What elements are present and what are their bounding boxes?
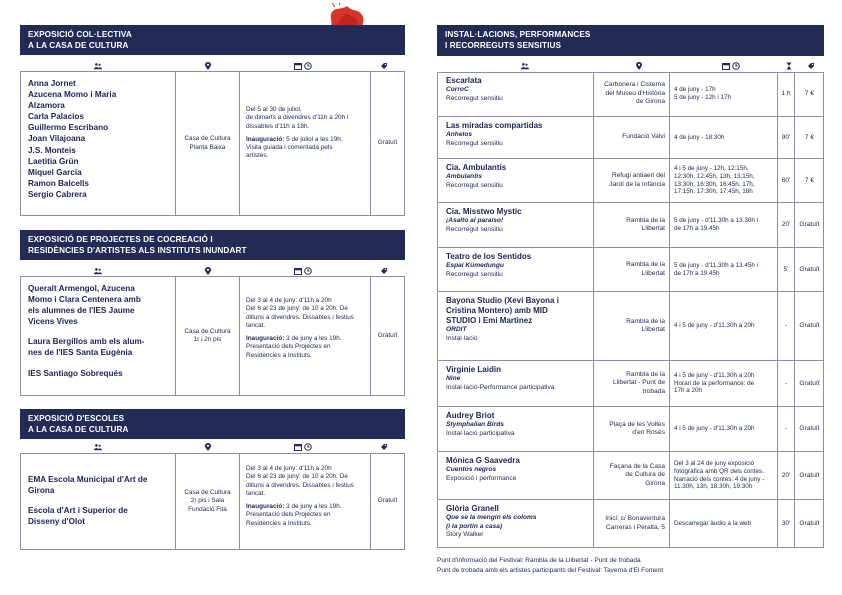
duration-cell [778,452,795,499]
artist-name: Glòria Granell [446,504,499,513]
people-icon [94,62,102,70]
inauguration-line: artistes. [246,152,269,160]
inauguration-line: Presentació dels Projectes en [246,343,331,351]
duration-text: - [784,425,788,433]
duration-text: 60' [781,176,791,184]
school-name: Escola d'Art i Superior de [28,506,128,516]
inauguration-line [246,136,370,144]
venue-line: Rambla de la [626,370,665,378]
price-text: Gratuït [377,497,398,505]
price-text: Gratuït [799,379,820,387]
people-icon [94,267,102,275]
duration-cell [778,72,795,116]
date-line: dilluns a divendres. Dissabtes i festius [246,481,354,489]
time-line: fotogràfica amb QR dels contes. [674,467,764,475]
artist-cell [437,117,594,158]
time-cell [670,500,778,547]
time-line: Del 3 al 24 de juny exposició [674,460,755,468]
work-type: Instal·lació [446,334,478,342]
duration-text: 90' [781,133,791,141]
section-subtitle: A LA CASA DE CULTURA [28,424,129,434]
table-row [437,361,824,407]
work-type: Recorregut sensitiu [446,139,503,147]
school-name: EMA Escola Municipal d'Art de [28,475,148,484]
artist-name: Momo i Clara Centenera amb [28,295,141,305]
duration-cell [778,248,795,291]
venue-cell [594,117,670,158]
time-line: Horari de la performance: de [674,379,755,387]
venue-line: Llibertat [641,326,665,333]
work-type: Exposició i performance [446,474,517,482]
artist-name: Vicens Vives [28,317,78,327]
venue-cell [594,361,670,406]
venue-cell [594,292,670,360]
venue-line: del Museu d'Història [605,89,665,97]
ticket-icon [380,267,388,275]
time-cell [670,203,778,247]
artist-name: Alzamora [28,101,65,111]
venue-cell [594,159,670,202]
artist-name: els alumnes de l'IES Jaume [28,306,135,316]
inauguration-line: Residències a Instituts. [246,519,312,527]
artist-name: Queralt Armengol, Azucena [28,284,135,293]
time-line: Narració dels contes: 4 de juny - [674,475,765,483]
duration-cell [778,500,795,547]
location-pin-icon [204,267,212,275]
artist-name: Escarlata [446,76,482,85]
duration-cell [778,203,795,247]
artist-name: Cia. Misstwo Mystic [446,207,522,216]
table-row [437,452,824,500]
time-line: 12:30h, 12:45h, 13h, 13:15h, [674,172,755,180]
time-line: 17:15h, 17:30h, 17:45h, 18h [674,188,753,196]
school-name: Girona [28,486,55,496]
price-text: 7 € [804,133,815,141]
work-title: (i la portin a casa) [446,522,503,530]
table-row [437,72,824,117]
venue-cell [594,500,670,547]
inauguration-text: 5 de juliol a les 19h. [284,135,343,143]
artist-name: Audrey Briot [446,411,495,420]
venue-line: Planta Baixa [189,143,226,151]
price-cell [795,248,824,291]
time-line: 4 de juny - 18:30h [674,133,725,141]
artist-name: J.S. Monteis [28,145,76,155]
duration-text: 30' [781,519,791,527]
artist-name: STUDIO i Emi Martinez [446,316,533,325]
location-pin-icon [204,443,212,451]
hourglass-icon [785,62,793,70]
price-text: Gratuït [377,331,398,339]
duration-cell [778,407,795,451]
inauguration-label: Inauguració: [246,503,285,511]
price-text: Gratuït [799,471,820,479]
venue-cell [176,454,240,549]
time-line: 4 i 5 de juny - 12h, 12:15h, [674,165,749,173]
date-line: tancat. [246,321,266,329]
artist-name: Joan Vilajoana [28,134,86,144]
dates-cell [240,454,371,549]
section-subtitle: A LA CASA DE CULTURA [28,40,129,50]
artist-name: Azucena Momo i Maria [28,90,117,100]
work-title: Cuentos negros [446,466,497,473]
artist-cell [437,500,594,547]
inauguration-line [246,335,370,343]
time-line: 5 de juny - d'11.30h a 13.45h i [674,261,759,269]
price-cell [371,454,404,549]
table-row [437,159,824,203]
venue-cell [594,203,670,247]
inauguration-line: Residències a Instituts. [246,351,312,359]
work-title: Anhelos [446,131,473,138]
location-pin-icon [204,62,212,70]
price-cell [795,292,824,360]
section-title: INSTAL·LACIONS, PERFORMANCES [445,30,591,39]
price-cell [371,277,404,395]
artist-cell [437,203,594,247]
artist-name: Miquel Garcia [28,167,82,177]
price-cell [795,361,824,406]
work-type: Recorregut sensitiu [446,181,503,189]
time-cell [670,452,778,499]
venue-line: Carbonera i Cisterna [604,81,665,89]
venue-line: Casa de Cultura [184,135,231,143]
table-row [437,407,824,452]
ticket-icon [807,62,815,70]
venue-line: Rambla de la [626,261,665,269]
dates-cell [240,277,371,395]
artist-list [21,277,176,395]
venue-cell [176,277,240,395]
price-cell [795,500,824,547]
section-title: EXPOSICIÓ DE PROJECTES DE COCREACIÓ I [28,235,213,244]
venue-cell [594,248,670,291]
footnote-info-point: Punt d'informació del Festival: Rambla de la Llibertat - Punt de trobada [437,557,641,564]
venue-line: trobada [642,387,665,395]
work-title: Nine [446,375,461,382]
inauguration-label: Inauguració: [246,335,285,343]
price-cell [795,72,824,116]
table-row [437,248,824,292]
time-line: 4 i 5 de juny - d'11.30h a 20h [674,322,755,330]
duration-cell [778,292,795,360]
work-title: Stymphalian Birds [446,421,504,428]
ticket-icon [380,443,388,451]
time-line: 17h a 20h [674,387,703,395]
venue-line: Plaça de les Voltes [609,420,665,428]
time-cell [670,72,778,116]
artist-cell [437,72,594,116]
inauguration-label: Inauguració: [246,135,285,143]
section-header-installations [437,25,824,56]
venue-line: Rambla de la [626,317,665,325]
venue-line: 1r i 2n pis [193,336,222,343]
time-cell [670,407,778,451]
date-line: Del 6 al 23 de juny: de 10 a 20h. De [246,305,348,313]
price-cell [371,72,404,215]
artist-cell [437,292,594,360]
section-header-schools [20,409,405,439]
table-cocreation [20,276,405,396]
section-header-collective [20,25,405,55]
duration-cell [778,361,795,406]
time-line: 4 i 5 de juny - d'11.30h a 20h [674,372,755,380]
date-line: Del 3 al 4 de juny: d'11h a 20h [246,297,332,304]
duration-text: 20' [781,221,791,229]
price-text: Gratuït [799,265,820,273]
artist-cell [437,452,594,499]
work-type: Story Walker [446,531,484,538]
artist-name: Teatro de los Sentidos [446,252,532,261]
venue-line: Façana de la Casa [609,462,665,470]
price-cell [795,117,824,158]
section-title: EXPOSICIÓ COL·LECTIVA [28,30,132,39]
work-title: ¡Asalto al paraíso! [446,217,504,224]
artist-name: Virginie Laidin [446,365,501,374]
date-line: Del 5 al 30 de juliol, [246,106,302,113]
time-cell [670,117,778,158]
work-type: Recorregut sensitiu [446,270,503,278]
time-line: 5 de juny - 12h i 17h [674,94,732,101]
venue-cell [594,72,670,116]
venue-line: Fundació Valvi [622,133,665,141]
duration-text: 5' [783,265,789,273]
artist-name: IES Santiago Sobrequés [28,368,123,378]
artist-cell [437,407,594,451]
time-cell [670,248,778,291]
price-text: 7 € [804,176,815,184]
table-collective [20,71,405,216]
work-title: Espai Kümedungu [446,262,504,269]
price-text: 7 € [804,90,815,98]
table-row [437,500,824,548]
artist-list [21,454,176,549]
calendar-icon [722,62,730,70]
artist-name: Anna Jornet [28,79,76,88]
people-icon [521,62,529,70]
price-text: Gratuït [799,221,820,229]
time-cell [670,159,778,202]
time-line: 5 de juny - d'11.30h a 13.30h i [674,217,759,225]
calendar-icon [294,62,302,70]
artist-name: Cia. Ambulantis [446,163,507,172]
venue-line: Casa de Cultura [184,327,231,335]
clock-icon [304,267,312,275]
section-subtitle: RESIDÈNCIES D'ARTISTES ALS INSTITUTS INUNDART [28,245,247,255]
venue-line: Llibertat - Punt de [612,379,665,387]
work-type: Recorregut sensitiu [446,225,503,233]
work-type: Recorregut sensitiu [446,94,503,102]
table-row [437,203,824,248]
artist-name: Carla Palacios [28,112,84,122]
price-text: Gratuït [799,519,820,527]
inauguration-line [246,503,370,511]
venue-line: Carreras i Peralta, 5 [606,523,665,531]
artist-name: Mónica G Saavedra [446,456,520,465]
artist-name: Bayona Studio (Xevi Bayona i [446,296,559,305]
venue-line: Rambla de la [626,216,665,224]
time-line: 4 i 5 de juny - d'11.30h a 20h [674,425,755,433]
section-header-cocreation [20,230,405,260]
artist-name: Las miradas compartidas [446,121,543,130]
venue-line: Inici: c/ Bonaventura [605,515,665,523]
venue-cell [594,407,670,451]
price-text: Gratuït [799,425,820,433]
artist-list [21,72,176,215]
footnote-meeting-point: Punt de trobada amb els artistes participants del Festival: Taverna d'El Foment [437,567,664,574]
date-line: de dimarts a divendres d'11h a 20h i [246,114,349,122]
venue-line: Girona [645,479,665,487]
inauguration-line: Presentació dels Projectes en [246,511,331,519]
venue-cell [594,452,670,499]
location-pin-icon [635,62,643,70]
inauguration-text: 3 de juny a les 19h. [284,335,342,343]
venue-line: Jardí de la Infància [609,180,665,188]
inauguration-line: Visita guiada i comentada pels [246,144,333,152]
price-cell [795,452,824,499]
work-type: Instal·lació-Performance participativa [446,383,555,391]
ticket-icon [380,62,388,70]
price-cell [795,159,824,202]
price-cell [795,203,824,247]
table-row [437,117,824,159]
duration-text: - [784,379,788,387]
people-icon [94,443,102,451]
price-text: Gratuït [377,139,398,147]
clock-icon [304,62,312,70]
dates-cell [240,72,371,215]
artist-name: Laetitia Grün [28,156,79,166]
venue-line: Llibertat [641,225,665,232]
work-title: CorroC [446,86,469,93]
calendar-icon [294,443,302,451]
venue-line: de Cultura de [625,471,665,479]
artist-name: Laura Bergillos amb els alum- [28,337,145,347]
artist-name: Ramon Balcells [28,178,89,188]
venue-line: Llibertat [641,269,665,277]
section-subtitle: I RECORREGUTS SENSITIUS [445,40,562,50]
artist-cell [437,361,594,406]
venue-line: Fundació Fita [188,505,227,513]
artist-cell [437,248,594,291]
time-line: de 17h a 19.45h [674,269,720,277]
artist-name: Guillermo Escribano [28,123,109,133]
date-line: Del 6 al 23 de juny: de 10 a 20h. De [246,473,348,481]
venue-line: de Girona [636,98,665,106]
time-line: 13:30h, 16:30h, 16:45h, 17h, [674,180,755,188]
work-type: Instal·lació participativa [446,429,515,437]
date-line: dilluns a divendres. Dissabtes i festius [246,313,354,321]
time-line: Descarregar àudio a la web [674,519,752,527]
duration-text: - [784,322,788,330]
table-schools [20,453,405,550]
section-title: EXPOSICIÓ D'ESCOLES [28,414,125,423]
artist-name: nes de l'IES Santa Eugènia [28,348,133,358]
time-line: 11.30h, 13h, 18.30h, 19.30h [674,483,753,491]
time-line: 4 de juny - 17h [674,86,716,94]
time-cell [670,361,778,406]
venue-line: d'en Rosés [632,429,665,436]
date-line: dissabtes d'11h a 18h. [246,122,310,130]
calendar-icon [294,267,302,275]
date-line: tancat. [246,489,266,497]
venue-cell [176,72,240,215]
work-title: Ambulantis [446,173,482,180]
price-cell [795,407,824,451]
duration-text: 1 h [781,90,791,98]
school-name: Disseny d'Olot [28,517,85,527]
time-line: de 17h a 19.45h [674,225,720,232]
work-title: ORDIT [446,326,467,333]
clock-icon [304,443,312,451]
artist-cell [437,159,594,202]
date-line: Del 3 al 4 de juny: d'11h a 20h [246,465,332,472]
time-cell [670,292,778,360]
venue-line: Casa de Cultura [184,489,231,497]
price-text: Gratuït [799,322,820,330]
artist-name: Cristina Montero) amb MID [446,306,548,315]
duration-cell [778,159,795,202]
clock-icon [732,62,740,70]
venue-line: 2r pis i Sala [190,497,225,505]
duration-cell [778,117,795,158]
duration-text: 20' [781,471,791,479]
inauguration-text: 3 de juny a les 19h. [284,503,342,511]
venue-line: Refugi antiaeri del [611,172,665,180]
artist-name: Sergio Cabrera [28,189,87,199]
table-row [437,292,824,361]
work-title: Que se la mengin els coloms [446,514,537,521]
